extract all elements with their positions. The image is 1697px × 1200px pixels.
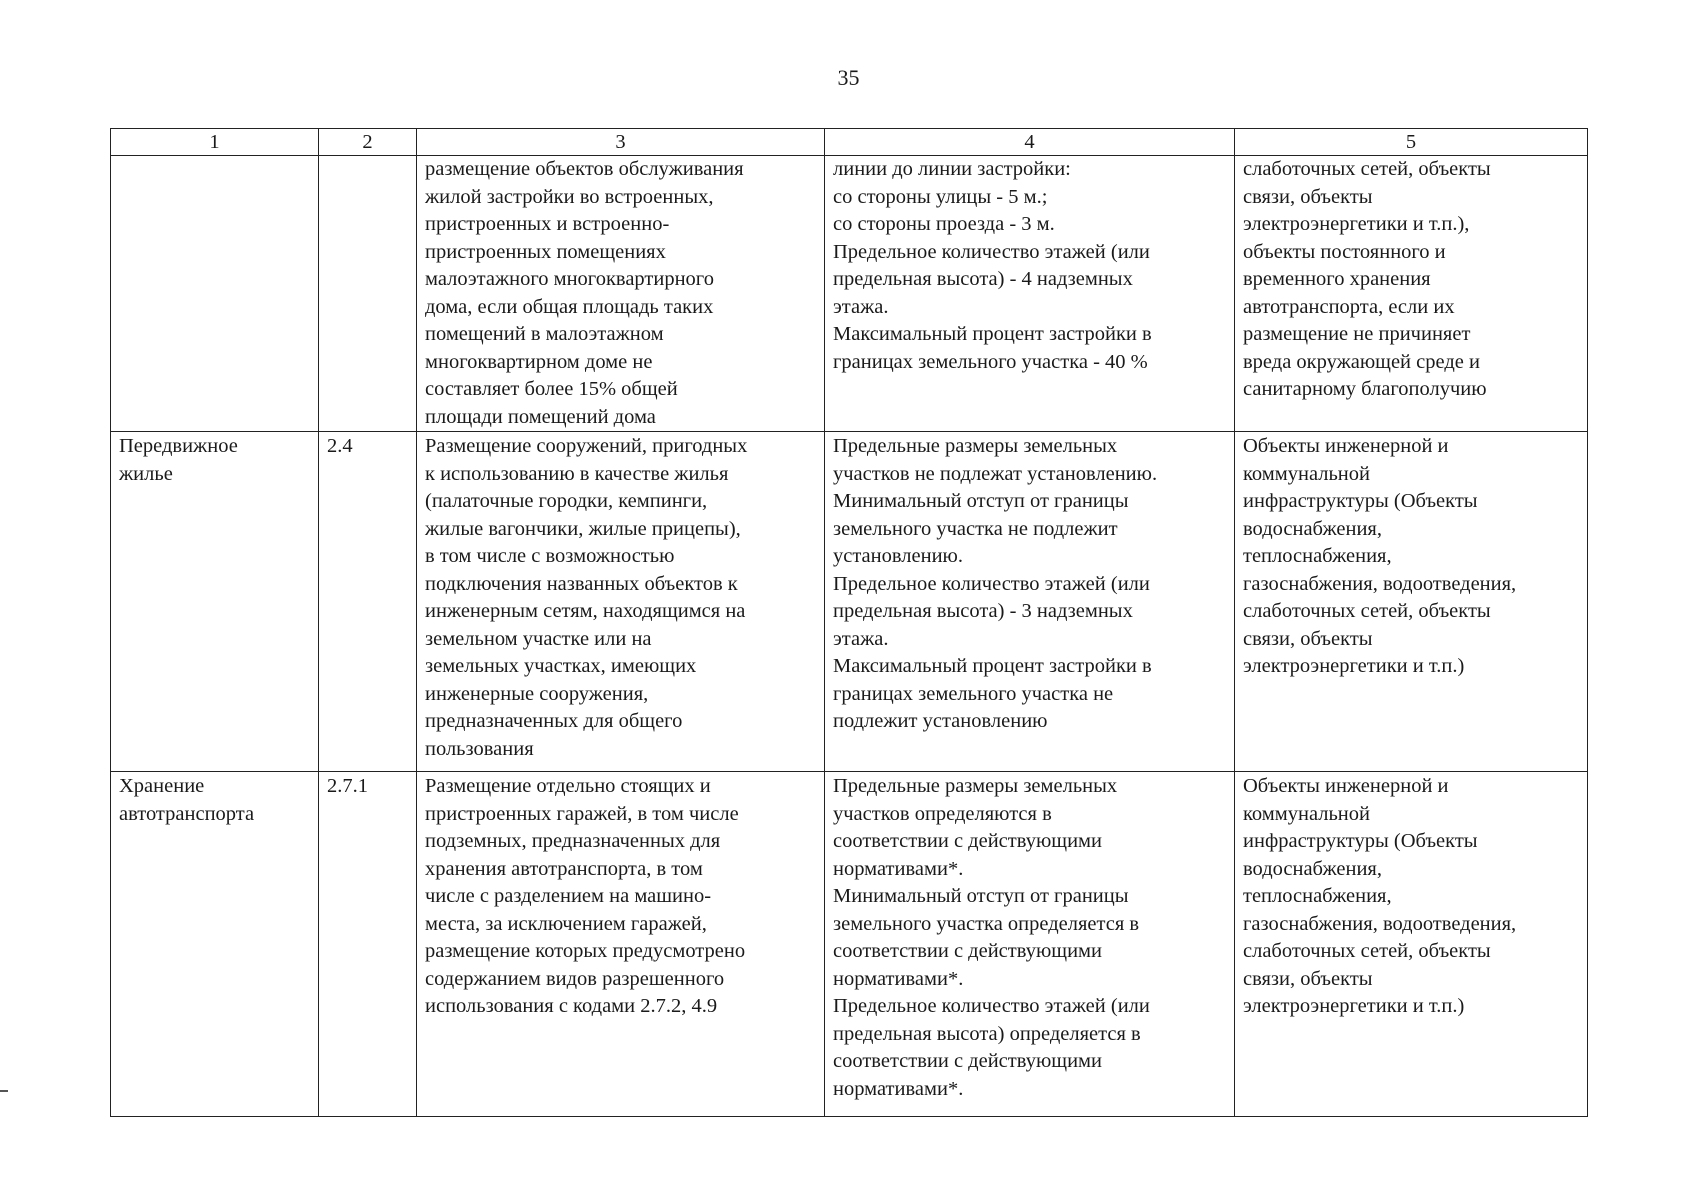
header-row [111, 129, 1588, 156]
use-code-cell: 2.7.1 [319, 772, 417, 1117]
auxiliary-uses-cell: Объекты инженерной и коммунальной инфраструктуры (Объекты водоснабжения, теплоснабжения, газоснабжения, водоотведения, слаботочных сетей, объекты связи, объекты электроэнергетики и т.п.) [1235, 772, 1588, 1117]
use-code-cell: 2.4 [319, 432, 417, 772]
description-cell: размещение объектов обслуживания жилой застройки во встроенных, пристроенных и встроенно- пристроенных помещениях малоэтажного многоквартирного дома, если общая площадь таких помещений в малоэтажном многоквартирном доме не составляет более 15% общей площади помещений дома [417, 156, 825, 432]
use-name-cell: Передвижное жилье [111, 432, 319, 772]
column-header-5: 5 [1235, 129, 1588, 156]
column-header-2: 2 [319, 129, 417, 156]
column-header-4: 4 [825, 129, 1235, 156]
column-header-3: 3 [417, 129, 825, 156]
table-row [111, 772, 1588, 1117]
auxiliary-uses-cell: Объекты инженерной и коммунальной инфраструктуры (Объекты водоснабжения, теплоснабжения, газоснабжения, водоотведения, слаботочных сетей, объекты связи, объекты электроэнергетики и т.п.) [1235, 432, 1588, 772]
use-name-cell: Хранение автотранспорта [111, 772, 319, 1117]
column-header-1: 1 [111, 129, 319, 156]
parameters-cell: Предельные размеры земельных участков определяются в соответствии с действующими нормативами*. Минимальный отступ от границы земельного участка определяется в соответствии с действующими нормативами*. Предельное количество этажей (или предельная высота) определяется в соответствии с действующими нормативами*. [825, 772, 1235, 1117]
parameters-cell: линии до линии застройки: со стороны улицы - 5 м.; со стороны проезда - 3 м. Предельное количество этажей (или предельная высота) - 4 надземных этажа. Максимальный процент застройки в границах земельного участка - 40 % [825, 156, 1235, 432]
use-name-cell [111, 156, 319, 432]
scan-margin-mark [0, 1090, 8, 1092]
description-cell: Размещение сооружений, пригодных к использованию в качестве жилья (палаточные городки, кемпинги, жилые вагончики, жилые прицепы), в том числе с возможностью подключения названных объектов к инженерным сетям, находящимся на земельном участке или на земельных участках, имеющих инженерные сооружения, предназначенных для общего пользования [417, 432, 825, 772]
description-cell: Размещение отдельно стоящих и пристроенных гаражей, в том числе подземных, предназначенных для хранения автотранспорта, в том числе с разделением на машино- места, за исключением гаражей, размещение которых предусмотрено содержанием видов разрешенного использования с кодами 2.7.2, 4.9 [417, 772, 825, 1117]
parameters-cell: Предельные размеры земельных участков не подлежат установлению. Минимальный отступ от границы земельного участка не подлежит установлению. Предельное количество этажей (или предельная высота) - 3 надземных этажа. Максимальный процент застройки в границах земельного участка не подлежит установлению [825, 432, 1235, 772]
auxiliary-uses-cell: слаботочных сетей, объекты связи, объекты электроэнергетики и т.п.), объекты постоянного и временного хранения автотранспорта, если их размещение не причиняет вреда окружающей среде и санитарному благополучию [1235, 156, 1588, 432]
use-code-cell [319, 156, 417, 432]
table-row [111, 432, 1588, 772]
page-number: 35 [837, 65, 860, 90]
land-use-table [110, 128, 1588, 1117]
table-row [111, 156, 1588, 432]
